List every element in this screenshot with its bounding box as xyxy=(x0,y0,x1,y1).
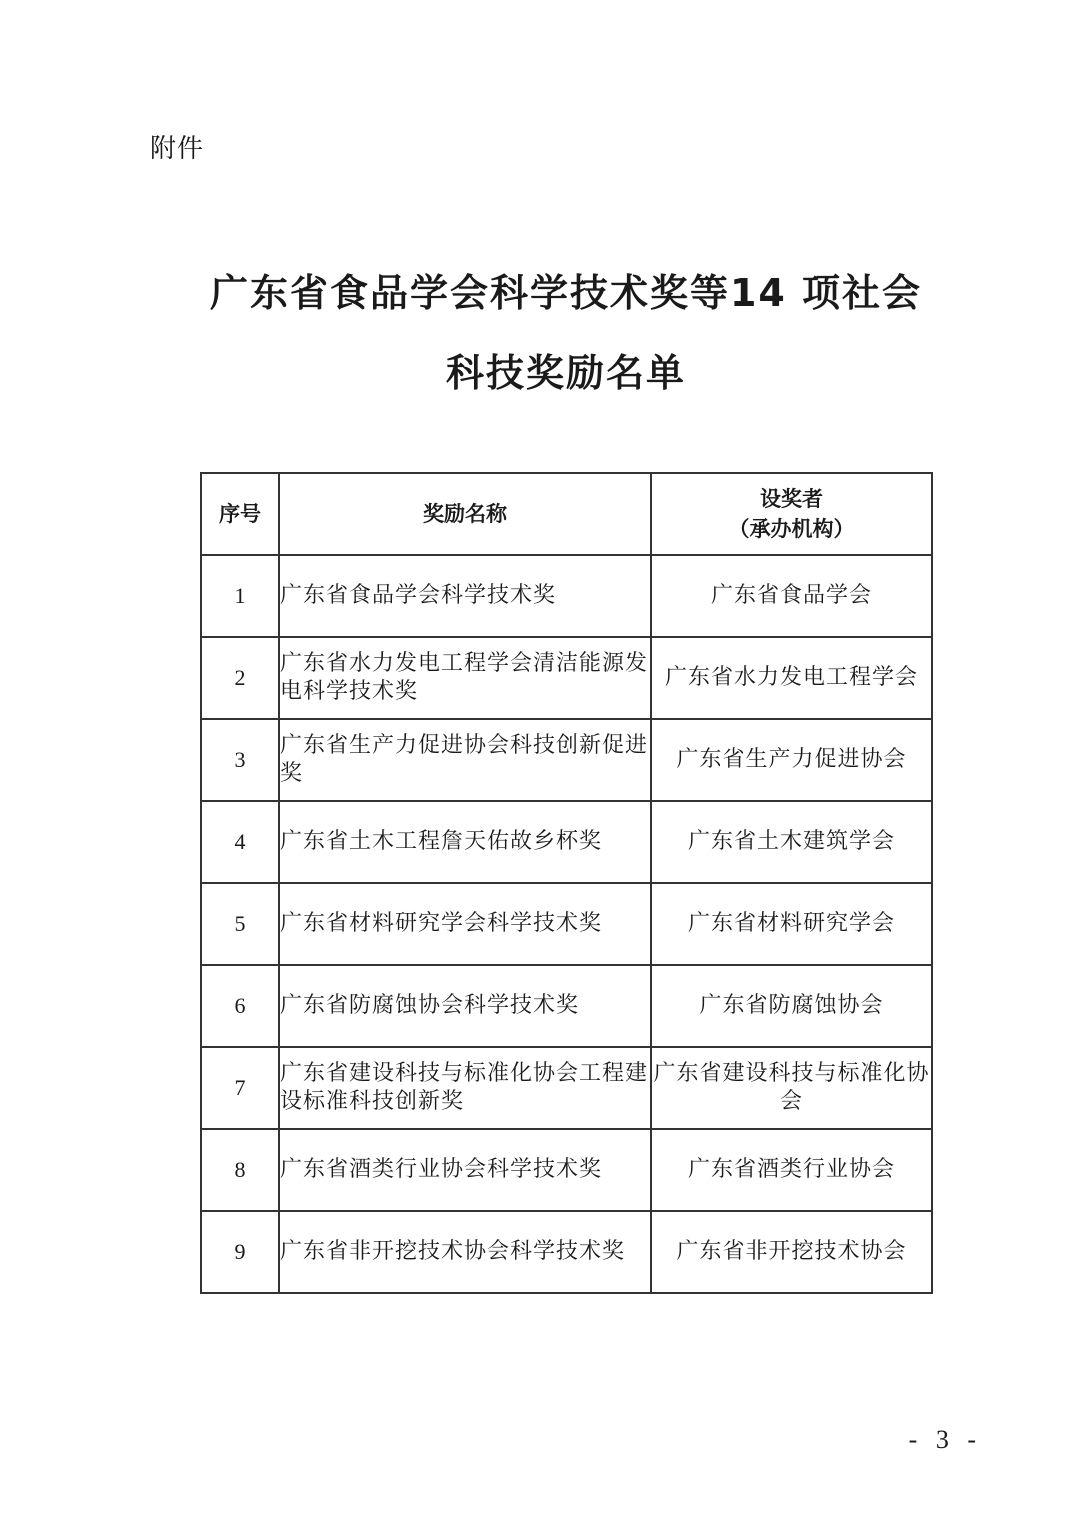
table-header-row xyxy=(201,473,932,555)
table-row xyxy=(201,883,932,965)
header-organizer xyxy=(651,473,932,555)
table-row xyxy=(201,1129,932,1211)
row-no: 3 xyxy=(201,719,279,801)
row-award-name: 广东省防腐蚀协会科学技术奖 xyxy=(279,965,651,1047)
row-no: 8 xyxy=(201,1129,279,1211)
row-no: 4 xyxy=(201,801,279,883)
document-title-line-2: 科技奖励名单 xyxy=(445,351,686,395)
attachment-label: 附件 xyxy=(150,134,205,164)
row-organizer: 广东省食品学会 xyxy=(651,555,932,637)
header-organizer-line-2: （承办机构） xyxy=(728,517,855,541)
awards-table xyxy=(200,472,933,1294)
document-title-line-1: 广东省食品学会科学技术奖等14 项社会 xyxy=(209,271,923,315)
header-no: 序号 xyxy=(201,473,279,555)
row-award-name: 广东省建设科技与标准化协会工程建设标准科技创新奖 xyxy=(279,1047,651,1129)
table-row xyxy=(201,965,932,1047)
table-row xyxy=(201,1211,932,1293)
table-row xyxy=(201,801,932,883)
row-organizer: 广东省水力发电工程学会 xyxy=(651,637,932,719)
row-award-name: 广东省材料研究学会科学技术奖 xyxy=(279,883,651,965)
row-no: 7 xyxy=(201,1047,279,1129)
table-row xyxy=(201,719,932,801)
row-no: 9 xyxy=(201,1211,279,1293)
row-award-name: 广东省水力发电工程学会清洁能源发电科学技术奖 xyxy=(279,637,651,719)
row-award-name: 广东省土木工程詹天佑故乡杯奖 xyxy=(279,801,651,883)
row-organizer: 广东省材料研究学会 xyxy=(651,883,932,965)
row-award-name: 广东省酒类行业协会科学技术奖 xyxy=(279,1129,651,1211)
row-organizer: 广东省生产力促进协会 xyxy=(651,719,932,801)
row-no: 5 xyxy=(201,883,279,965)
row-organizer: 广东省建设科技与标准化协会 xyxy=(651,1047,932,1129)
header-award-name: 奖励名称 xyxy=(279,473,651,555)
row-organizer: 广东省非开挖技术协会 xyxy=(651,1211,932,1293)
table-row xyxy=(201,555,932,637)
header-organizer-line-1: 设奖者 xyxy=(760,487,823,511)
row-organizer: 广东省土木建筑学会 xyxy=(651,801,932,883)
table-row xyxy=(201,1047,932,1129)
row-no: 6 xyxy=(201,965,279,1047)
page-number: - 3 - xyxy=(908,1425,982,1454)
row-no: 2 xyxy=(201,637,279,719)
row-organizer: 广东省酒类行业协会 xyxy=(651,1129,932,1211)
row-award-name: 广东省非开挖技术协会科学技术奖 xyxy=(279,1211,651,1293)
table-row xyxy=(201,637,932,719)
row-organizer: 广东省防腐蚀协会 xyxy=(651,965,932,1047)
row-no: 1 xyxy=(201,555,279,637)
row-award-name: 广东省食品学会科学技术奖 xyxy=(279,555,651,637)
row-award-name: 广东省生产力促进协会科技创新促进奖 xyxy=(279,719,651,801)
